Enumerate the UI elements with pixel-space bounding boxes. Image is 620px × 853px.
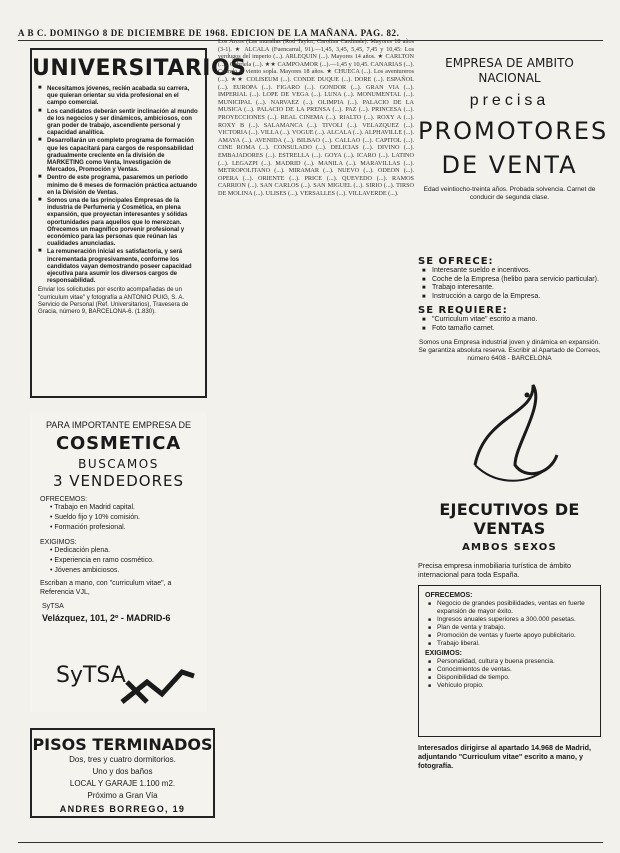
require-item: • Jóvenes ambiciosos.	[50, 567, 120, 574]
offer-item: ■ Coche de la Empresa (helibo para servicio particular).	[418, 276, 601, 285]
ad-item: ■ Somos una de las principales Empresas de la industria de Perfumería y Cosmética, en plena expansión, que proyectan interesantes y sólidas oportunidades para aquellos que lo merezcan. Ofrecemos un magnífico porvenir profesional y económico para las personas que reúnan las cualidades anunciadas.	[38, 197, 199, 247]
ejecutivos-ad	[418, 392, 601, 770]
require-title: SE REQUIERE:	[418, 305, 508, 316]
ad-line: Uno y dos baños	[92, 767, 153, 776]
ad-title: PISOS TERMINADOS	[32, 735, 213, 754]
ad-item: ■ Dentro de este programa, pasaremos un periodo mínimo de 6 meses de formación práctica actuando en la División de Ventas.	[38, 174, 199, 196]
footer-rule	[18, 842, 603, 843]
offer-item: ■ Interesante sueldo e incentivos.	[418, 267, 601, 276]
page-header: A B C. DOMINGO 8 DE DICIEMBRE DE 1968. EDICION DE LA MAÑANA. PAG. 82.	[18, 28, 400, 38]
cosmetica-ad	[30, 412, 207, 712]
ad-line: 3 VENDEDORES	[52, 472, 185, 490]
offer-item: • Sueldo fijo y 10% comisión.	[50, 514, 140, 521]
offer-item: ■ Plan de venta y trabajo.	[425, 624, 594, 632]
promotores-ad	[418, 50, 609, 230]
ad-item: ■ La remuneración inicial es satisfactoria, y será incrementada progresivamente, conforme los candidatos vayan demostrando poseer capacidad ejecutiva para asumir los diversos cargos de responsabilidad.	[38, 248, 199, 284]
ad-footer: Enviar los solicitudes por escrito acompañadas de un "curriculum vitae" y fotografía a ANTONIO PUIG, S. A. Servicio de Personal (Ref. Universitarios), Travesera de Gracia, número 9, BARCELONA-6. (1.830).	[38, 286, 189, 316]
ad-details-box	[418, 585, 601, 737]
ad-line: PARA IMPORTANTE EMPRESA DE	[45, 420, 192, 430]
ad-title: EJECUTIVOS DE VENTAS	[439, 500, 580, 538]
sytsa-logo	[52, 652, 202, 712]
logo-text: SyTSA	[56, 663, 126, 688]
require-item: ■ Conocimientos de ventas.	[425, 666, 594, 674]
ad-footer: Somos una Empresa industrial joven y dinámica en expansión. Se garantiza absoluta reserva. Escribir al Apartado de Correos, número 6408 - BARCELONA	[418, 339, 601, 362]
offer-item: • Trabajo en Madrid capital.	[50, 504, 135, 511]
require-item: • Dedicación plena.	[50, 547, 111, 554]
require-item: ■ Foto tamaño carnet.	[418, 325, 601, 334]
offer-item: ■ Instrucción a cargo de la Empresa.	[418, 293, 601, 302]
listings-text: Los Arcos (Las murallas (Rod Taylor, Carolina Cardinale). Mayores 18 años (3-1). ★ ALCALA (Fuencarral, 91).—1,45, 3,45, 5,45, 7,45 y 10,45: Los verdugos del imperio (...). ARLEQUIN (...). Mayores 14 años. ★ CARLTON (...). Gabriela (...). ★★ CAMPOAMOR (...).—1,45 y 10,45. CANARIAS (...). Cuando el viento sopla. Mayores 18 años. ★ CHUECA (...). Los aventureros (...). ★★ COLISEUM (...). CONDE DUQUE (...). DORE (...). ESPAÑOL (...). EUROPA (...). FIGARO (...). GONDOR (...). GRAN VIA (...). IMPERIAL (...). LOPE DE VEGA (...). LUNA (...). MONUMENTAL (...). MUNICIPAL (...). NARVAEZ (...). OLIMPIA (...). PALACIO DE LA MUSICA (...). PALACIO DE LA PRENSA (...). PAZ (...). PRINCESA (...). PROYECCIONES (...). REAL CINEMA (...). RIALTO (...). ROXY A (...). ROXY B (...). SALAMANCA (...). TIVOLI (...). VELAZQUEZ (...). VICTORIA (...). VILLA (...). VOGUE (...). ALCALA (...). ALPHAVILLE (...). AMAYA (...). AVENIDA (...). BILBAO (...). CALLAO (...). CAPITOL (...). CINE ROMA (...). CONSULADO (...). DELICIAS (...). DIVINO (...). EMBAJADORES (...). ESTRELLA (...). GOYA (...). ICARO (...). LATINO (...). LEGAZPI (...). MADRID (...). MANILA (...). MARAVILLAS (...). METROPOLITANO (...). MIRAMAR (...). NUEVO (...). ODEON (...). OPERA (...). ORIENTE (...). PRICE (...). QUEVEDO (...). RAMOS CARRION (...). SAN CARLOS (...). SAN MIGUEL (...). SIRIO (...). TIRSO DE MOLINA (...). ULISES (...). VERSALLES (...). VILLAVERDE (...).	[218, 38, 414, 197]
offer-title: SE OFRECE:	[418, 256, 494, 267]
brand-small: SyTSA	[42, 603, 64, 610]
offer-title: OFRECEMOS:	[40, 496, 88, 503]
offer-item: • Formación profesional.	[50, 524, 126, 531]
offer-item: ■ Promoción de ventas y fuerte apoyo publicitario.	[425, 632, 594, 640]
offer-item: ■ Trabajo liberal.	[425, 640, 594, 648]
ad-line: LOCAL Y GARAJE 1.100 m2.	[69, 779, 176, 788]
require-title: EXIGIMOS:	[40, 539, 77, 546]
ad-intro: Precisa empresa inmobiliaria turística de ámbito internacional para toda España.	[418, 561, 571, 579]
require-item: ■ Disponibilidad de tiempo.	[425, 674, 594, 682]
ad-address: ANDRES BORREGO, 19	[59, 804, 186, 814]
require-title: EXIGIMOS:	[425, 650, 462, 657]
require-item: • Experiencia en ramo cosmético.	[50, 557, 154, 564]
ad-item: ■ Los candidatos deberán sentir inclinación al mundo de los negocios y ser dinámicos, ambiciosos, con gran poder de trabajo, ascendiente personal y capacidad analítica.	[38, 108, 199, 137]
offer-item: ■ Trabajo interesante.	[418, 284, 601, 293]
ad-item: ■ Necesitamos jóvenes, recién acabada su carrera, que quieran orientar su vida profesional en el campo comercial.	[38, 85, 199, 107]
ad-line: Dos, tres y cuatro dormitorios.	[69, 755, 176, 764]
promotores-details	[418, 252, 601, 363]
ad-item: ■ Desarrollarán un completo programa de formación que les capacitará para cargos de responsabilidad gradualmente creciente en la división de MARKETING como Venta, Investigación de Mercados, Promoción y Ventas.	[38, 137, 199, 173]
cinema-listings	[218, 38, 414, 833]
ad-line: BUSCAMOS	[78, 457, 159, 471]
ad-line: Próximo a Gran Vía	[87, 791, 158, 800]
offer-title: OFRECEMOS:	[425, 592, 473, 599]
ad-small: Edad veintiocho-treinta años. Probada solvencia. Carnet de conducir de segunda clase.	[423, 186, 596, 201]
ad-address: Velázquez, 101, 2º - MADRID-6	[42, 613, 171, 623]
ad-line: precisa	[469, 92, 550, 109]
ad-title: PROMOTORES DE VENTA	[418, 117, 609, 179]
require-item: ■ Vehículo propio.	[425, 682, 594, 690]
ad-subtitle: AMBOS SEXOS	[462, 542, 557, 553]
offer-item: ■ Ingresos anuales superiores a 300.000 pesetas.	[425, 616, 594, 624]
require-item: ■ "Curriculum vitae" escrito a mano.	[418, 316, 601, 325]
pisos-ad	[30, 728, 215, 818]
ad-title: UNIVERSITARIOS	[32, 56, 247, 81]
ad-line: EMPRESA DE AMBITO NACIONAL	[445, 56, 574, 85]
offer-item: ■ Negocio de grandes posibilidades, ventas en fuerte expansión de mayor éxito.	[425, 600, 594, 616]
ad-outro: Interesados dirigirse al apartado 14.968 de Madrid, adjuntando "Curriculum vitae" escrito a mano, y fotografía.	[418, 743, 591, 770]
ad-title: COSMETICA	[56, 433, 181, 454]
ad-write: Escriban a mano, con "curriculum vitae", a Referencia VJL,	[40, 580, 172, 596]
universitarios-ad	[30, 48, 247, 398]
require-item: ■ Personalidad, cultura y buena presencia.	[425, 658, 594, 666]
